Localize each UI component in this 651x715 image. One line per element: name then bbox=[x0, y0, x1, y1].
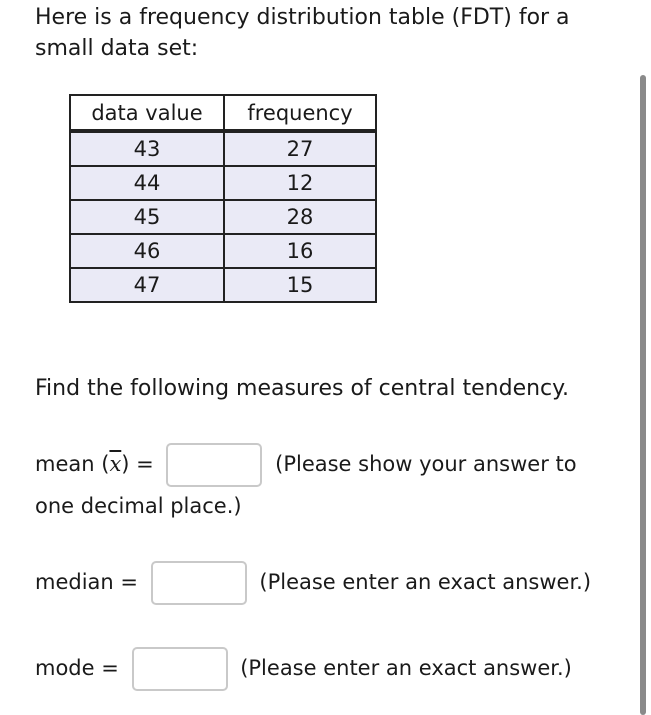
cell-frequency: 15 bbox=[224, 268, 376, 302]
header-data-value: data value bbox=[70, 95, 224, 131]
table-row bbox=[70, 234, 376, 268]
mean-hint: (Please show your answer to bbox=[275, 452, 577, 476]
mean-label-post: ) = bbox=[121, 452, 154, 476]
mode-hint: (Please enter an exact answer.) bbox=[240, 656, 572, 680]
mode-question bbox=[35, 647, 572, 691]
median-question bbox=[35, 561, 591, 605]
table-row bbox=[70, 200, 376, 234]
header-frequency: frequency bbox=[224, 95, 376, 131]
frequency-distribution-table bbox=[69, 94, 377, 303]
instruction-text: Find the following measures of central tendency. bbox=[35, 376, 570, 401]
mean-answer-input[interactable] bbox=[166, 443, 262, 487]
cell-data-value: 47 bbox=[70, 268, 224, 302]
mean-hint-continued: one decimal place.) bbox=[35, 494, 242, 518]
table-row bbox=[70, 166, 376, 200]
table-row bbox=[70, 131, 376, 166]
cell-data-value: 43 bbox=[70, 131, 224, 166]
mean-label-pre: mean ( bbox=[35, 452, 110, 476]
cell-data-value: 45 bbox=[70, 200, 224, 234]
mode-answer-input[interactable] bbox=[132, 647, 228, 691]
cell-data-value: 46 bbox=[70, 234, 224, 268]
vertical-scrollbar[interactable] bbox=[640, 75, 646, 715]
cell-data-value: 44 bbox=[70, 166, 224, 200]
intro-text: Here is a frequency distribution table (FDT) for a small data set: bbox=[35, 5, 570, 61]
cell-frequency: 28 bbox=[224, 200, 376, 234]
median-answer-input[interactable] bbox=[151, 561, 247, 605]
cell-frequency: 12 bbox=[224, 166, 376, 200]
median-label: median = bbox=[35, 570, 138, 594]
cell-frequency: 16 bbox=[224, 234, 376, 268]
median-hint: (Please enter an exact answer.) bbox=[259, 570, 592, 594]
mode-label: mode = bbox=[35, 656, 119, 680]
table-row bbox=[70, 268, 376, 302]
x-bar-symbol: $\overline{x}$ bbox=[109, 452, 122, 476]
cell-frequency: 27 bbox=[224, 131, 376, 166]
mean-question bbox=[35, 443, 577, 487]
table-header-row bbox=[70, 95, 376, 131]
